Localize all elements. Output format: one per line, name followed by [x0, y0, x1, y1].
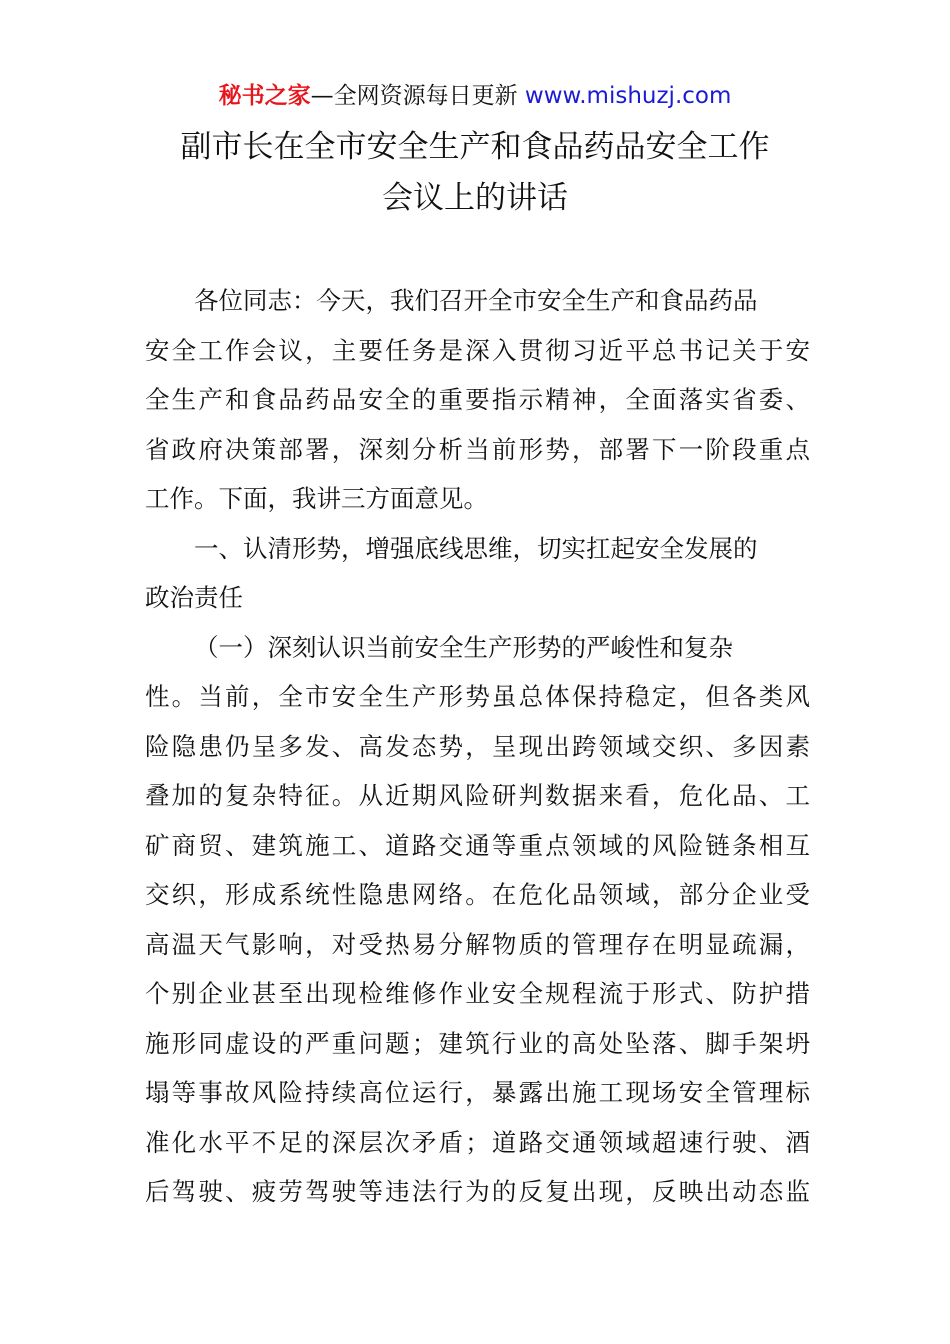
- document-title-line-2: 会议上的讲话: [382, 180, 568, 216]
- body-line: 后驾驶、疲劳驾驶等违法行为的反复出现，反映出动态监: [145, 1177, 810, 1206]
- body-line: （一）深刻认识当前安全生产形势的严峻性和复杂: [194, 632, 733, 662]
- section-heading-line: 一、认清形势，增强底线思维，切实扛起安全发展的: [194, 533, 758, 563]
- body-line: 矿商贸、建筑施工、道路交通等重点领域的风险链条相互: [145, 830, 810, 860]
- body-line: 工作。下面，我讲三方面意见。: [145, 484, 488, 513]
- body-line: 全生产和食品药品安全的重要指示精神，全面落实省委、: [145, 385, 810, 414]
- body-line: 性。当前，全市安全生产形势虽总体保持稳定，但各类风: [145, 682, 810, 711]
- body-line: 省政府决策部署，深刻分析当前形势，部署下一阶段重点: [145, 434, 810, 464]
- body-line: 塌等事故风险持续高位运行，暴露出施工现场安全管理标: [145, 1078, 810, 1107]
- body-line: 叠加的复杂特征。从近期风险研判数据来看，危化品、工: [145, 781, 810, 810]
- document-title-line-1: 副市长在全市安全生产和食品药品安全工作: [180, 129, 770, 165]
- document-body: [145, 276, 810, 1217]
- body-line: 个别企业甚至出现检维修作业安全规程流于形式、防护措: [145, 979, 810, 1008]
- body-line: 交织，形成系统性隐患网络。在危化品领域，部分企业受: [145, 880, 810, 909]
- body-line: 安全工作会议，主要任务是深入贯彻习近平总书记关于安: [145, 335, 810, 365]
- brand-name: 秘书之家: [218, 83, 311, 109]
- site-header: [0, 78, 950, 114]
- body-line: 准化水平不足的深层次矛盾；道路交通领域超速行驶、酒: [145, 1127, 810, 1157]
- section-heading-line: 政治责任: [145, 583, 243, 612]
- body-line: 各位同志：今天，我们召开全市安全生产和食品药品: [194, 286, 758, 315]
- body-line: 险隐患仍呈多发、高发态势，呈现出跨领域交织、多因素: [145, 731, 810, 761]
- site-url[interactable]: www.mishuzj.com: [524, 83, 732, 109]
- body-line: 高温天气影响，对受热易分解物质的管理存在明显疏漏，: [145, 929, 810, 959]
- header-tagline: —全网资源每日更新: [310, 83, 525, 109]
- body-line: 施形同虚设的严重问题；建筑行业的高处坠落、脚手架坍: [145, 1028, 810, 1058]
